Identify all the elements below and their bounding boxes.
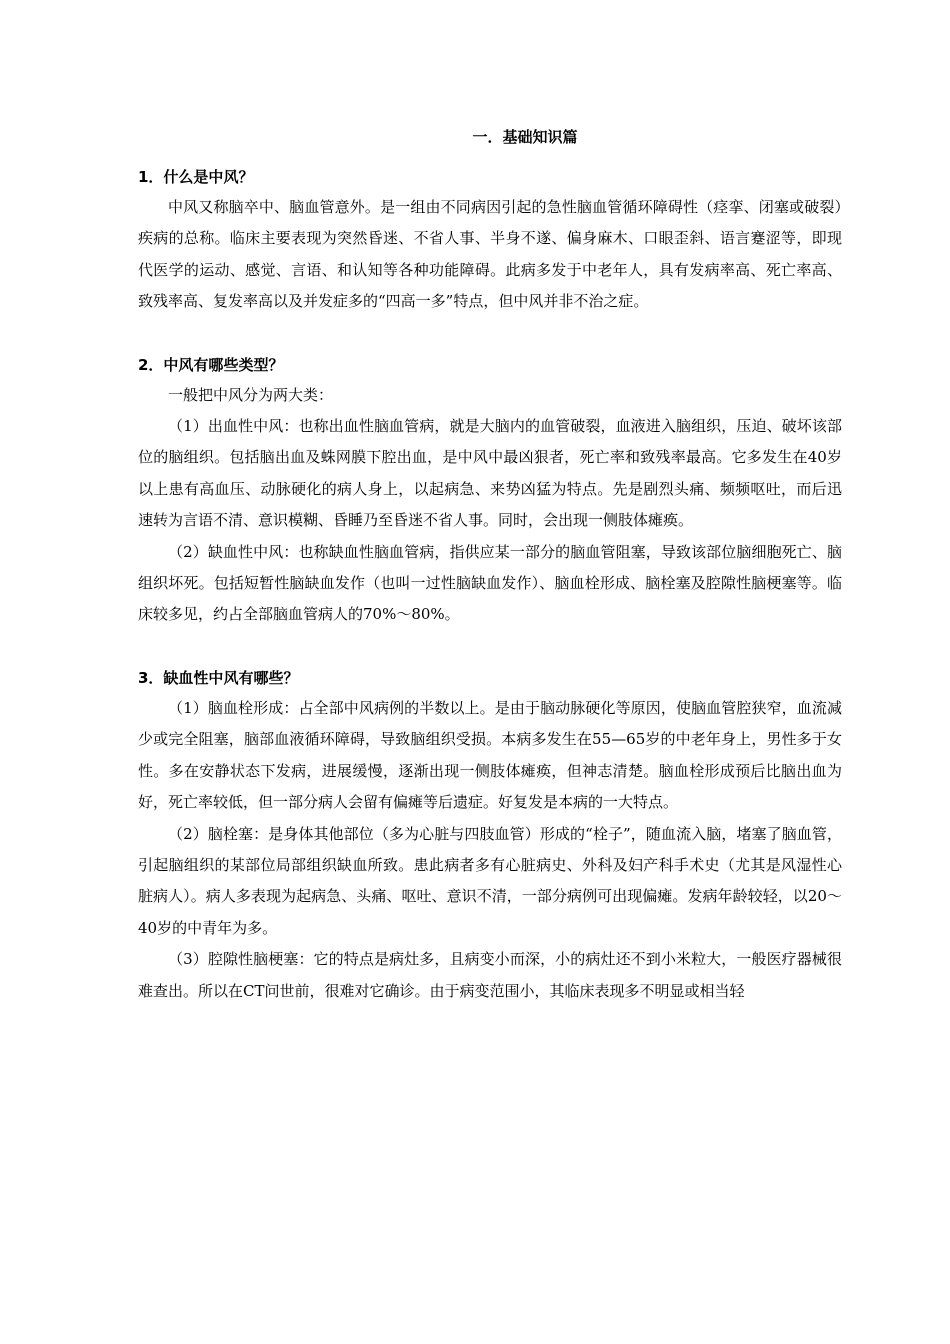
page-title: 一．基础知识篇: [472, 128, 578, 146]
paragraph: 中风又称脑卒中、脑血管意外。是一组由不同病因引起的急性脑血管循环障碍性（痉挛、闭塞或破裂）疾病的总称。临床主要表现为突然昏迷、不省人事、半身不遂、偏身麻木、口眼歪斜、语言蹇涩等，即现代医学的运动、感觉、言语、和认知等各种功能障碍。此病多发于中老年人，具有发病率高、死亡率高、致残率高、复发率高以及并发症多的“四高一多”特点，但中风并非不治之症。: [138, 198, 842, 311]
paragraph: （2）缺血性中风：也称缺血性脑血管病，指供应某一部分的脑血管阻塞，导致该部位脑细胞死亡、脑组织坏死。包括短暂性脑缺血发作（也叫一过性脑缺血发作）、脑血栓形成、脑栓塞及腔隙性脑梗塞等。临床较多见，约占全部脑血管病人的70%～80%。: [138, 542, 842, 624]
section-heading: 2．中风有哪些类型？: [138, 355, 284, 374]
section-what-is-stroke: [138, 162, 842, 318]
paragraph: （3）腔隙性脑梗塞：它的特点是病灶多，且病变小而深，小的病灶还不到小米粒大，一般医疗器械很难查出。所以在CT问世前，很难对它确诊。由于病变范围小，其临床表现多不明显或相当轻: [138, 950, 842, 1000]
section-spacer: [138, 631, 842, 663]
section-heading: 1．什么是中风？: [138, 168, 254, 186]
paragraph: （1）出血性中风：也称出血性脑血管病，就是大脑内的血管破裂，血液进入脑组织，压迫、破坏该部位的脑组织。包括脑出血及蛛网膜下腔出血，是中风中最凶狠者，死亡率和致残率最高。它多发生在40岁以上患有高血压、动脉硬化的病人身上，以起病急、来势凶猛为特点。先是剧烈头痛、频频呕吐，而后迅速转为言语不清、意识模糊、昏睡乃至昏迷不省人事。同时，会出现一侧肢体瘫痪。: [138, 417, 842, 530]
section-spacer: [138, 318, 842, 350]
section-heading: 3．缺血性中风有哪些？: [138, 668, 299, 687]
section-stroke-types: [138, 350, 842, 631]
paragraph: （1）脑血栓形成：占全部中风病例的半数以上。是由于脑动脉硬化等原因，使脑血管腔狭窄，血流减少或完全阻塞，脑部血液循环障碍，导致脑组织受损。本病多发生在55—65岁的中老年身上，男性多于女性。多在安静状态下发病，进展缓慢，逐渐出现一侧肢体瘫痪，但神志清楚。脑血栓形成预后比脑出血为好，死亡率较低，但一部分病人会留有偏瘫等后遗症。好复发是本病的一大特点。: [138, 698, 842, 812]
section-ischemic-stroke-types: [138, 663, 842, 1007]
paragraph: 一般把中风分为两大类：: [168, 385, 334, 404]
paragraph: （2）脑栓塞：是身体其他部位（多为心脏与四肢血管）形成的“栓子”，随血流入脑，堵塞了脑血管，引起脑组织的某部位局部组织缺血所致。患此病者多有心脏病史、外科及妇产科手术史（尤其是风湿性心脏病人）。病人多表现为起病急、头痛、呕吐、意识不清，一部分病例可出现偏瘫。发病年龄较轻，以20～40岁的中青年为多。: [138, 824, 842, 937]
document-content: [138, 122, 842, 1007]
